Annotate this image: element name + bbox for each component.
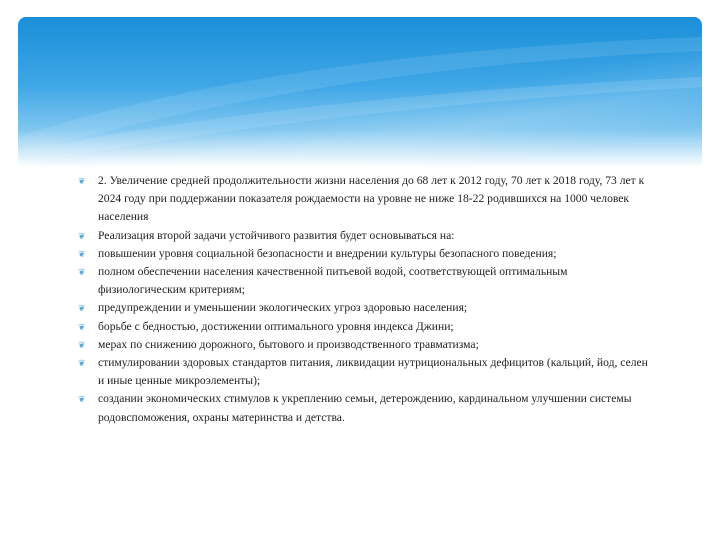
bullet-text: Реализация второй задачи устойчивого развития будет основываться на: — [98, 228, 455, 242]
bullet-list — [78, 172, 648, 427]
list-item — [78, 318, 648, 336]
sprout-bullet-icon: ❦ — [78, 321, 86, 332]
header-wave-decoration — [18, 17, 702, 167]
sprout-bullet-icon: ❦ — [78, 303, 86, 314]
bullet-text: создании экономических стимулов к укреплению семьи, детерождению, кардинальном улучшении системы родовспоможения, охраны материнства и детства. — [98, 392, 632, 424]
bullet-text: стимулировании здоровых стандартов питания, ликвидации нутрициональных дефицитов (кальций, йод, селен и иные ценные микроэлементы); — [98, 356, 648, 388]
list-item — [78, 354, 648, 390]
bullet-content — [78, 172, 648, 427]
bullet-text: борьбе с бедностью, достижении оптимального уровня индекса Джини; — [98, 319, 454, 333]
header-gradient-band — [18, 17, 702, 167]
sprout-bullet-icon: ❦ — [78, 248, 86, 259]
list-item — [78, 172, 648, 227]
list-item — [78, 263, 648, 299]
list-item — [78, 227, 648, 245]
bullet-text: предупреждении и уменьшении экологических угроз здоровью населения; — [98, 301, 468, 315]
list-item — [78, 390, 648, 426]
sprout-bullet-icon: ❦ — [78, 339, 86, 350]
bullet-text: 2. Увеличение средней продолжительности жизни населения до 68 лет к 2012 году, 70 лет к 2018 году, 73 лет к 2024 году при поддержании показателя рождаемости на уровне не ниже 18-22 родившихся на 1000 человек населения — [98, 174, 645, 224]
bullet-text: мерах по снижению дорожного, бытового и производственного травматизма; — [98, 337, 479, 351]
sprout-bullet-icon: ❦ — [78, 230, 86, 241]
bullet-text: повышении уровня социальной безопасности и внедрении культуры безопасного поведения; — [98, 246, 557, 260]
bullet-text: полном обеспечении населения качественной питьевой водой, соответствующей оптимальным физиологическим критериям; — [98, 265, 568, 297]
sprout-bullet-icon: ❦ — [78, 176, 86, 186]
list-item — [78, 299, 648, 317]
sprout-bullet-icon: ❦ — [78, 358, 86, 369]
sprout-bullet-icon: ❦ — [78, 267, 86, 278]
sprout-bullet-icon: ❦ — [78, 394, 86, 405]
list-item — [78, 245, 648, 263]
list-item — [78, 336, 648, 354]
